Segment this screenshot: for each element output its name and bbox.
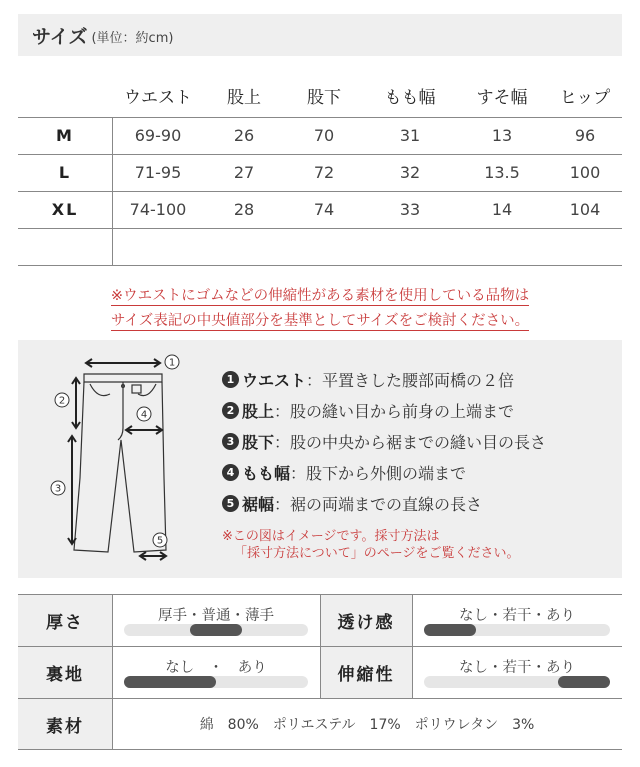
thickness-track — [124, 624, 308, 636]
divider — [18, 749, 622, 750]
marker-3: 3 — [54, 483, 62, 495]
legend-desc: ：股の縫い目から前身の上端まで — [274, 402, 515, 421]
fabric-properties-table — [18, 594, 622, 750]
legend-item — [222, 364, 546, 395]
marker-1: 1 — [168, 357, 176, 369]
diagram-note — [222, 528, 519, 562]
table-cell: 104 — [569, 200, 601, 219]
stretch-scale — [412, 647, 622, 698]
row-label: XL — [51, 200, 79, 219]
row-label: M — [56, 126, 74, 145]
legend-term: もも幅 — [242, 464, 291, 483]
legend-item — [222, 426, 546, 457]
divider — [112, 117, 113, 265]
table-cell: 13 — [491, 126, 513, 145]
thickness-label: 厚さ — [18, 595, 112, 646]
diagram-note-line-2: 「採寸方法について」のページをご覧ください。 — [234, 546, 520, 561]
divider — [112, 594, 113, 750]
marker-5: 5 — [156, 535, 164, 547]
transparency-label: 透け感 — [320, 595, 412, 646]
legend-item — [222, 395, 546, 426]
legend-number: 3 — [222, 433, 239, 450]
table-cell: 96 — [574, 126, 596, 145]
table-cell: 28 — [233, 200, 255, 219]
legend-desc: ：股下から外側の端まで — [290, 464, 467, 483]
material-value: 綿 80% ポリエステル 17% ポリウレタン 3% — [199, 717, 535, 733]
table-row — [18, 154, 622, 191]
legend-desc: ：平置きした腰部両橋の２倍 — [306, 371, 515, 390]
table-cell: 14 — [491, 200, 513, 219]
table-cell: 74 — [313, 200, 335, 219]
legend-number: 1 — [222, 371, 239, 388]
table-cell: 33 — [399, 200, 421, 219]
divider — [18, 191, 622, 192]
divider — [18, 117, 622, 118]
unit-label: (単位：約cm) — [91, 31, 174, 46]
lining-track — [124, 676, 308, 688]
divider — [18, 265, 622, 266]
col-thigh: もも幅 — [384, 88, 436, 108]
divider — [18, 228, 622, 229]
table-cell: 13.5 — [484, 163, 520, 182]
legend-term: 股上 — [242, 402, 275, 421]
thickness-options: 厚手・普通・薄手 — [158, 608, 274, 624]
stretch-options: なし・若干・あり — [459, 660, 575, 676]
divider — [320, 594, 321, 698]
size-table-header — [18, 74, 622, 117]
row-label: L — [58, 163, 72, 182]
divider — [18, 154, 622, 155]
table-row — [18, 117, 622, 154]
stretch-label: 伸縮性 — [320, 647, 412, 698]
material-label: 素材 — [18, 699, 112, 749]
transparency-track — [424, 624, 610, 636]
notice-line-2: サイズ表記の中央値部分を基準としてサイズをご検討ください。 — [110, 313, 530, 329]
col-hip: ヒップ — [559, 88, 611, 108]
notice-line-1: ※ウエストにゴムなどの伸縮性がある素材を使用している品物は — [110, 288, 530, 304]
transparency-scale — [412, 595, 622, 646]
legend-number: 5 — [222, 495, 239, 512]
table-cell: 71-95 — [134, 163, 182, 182]
section-title: サイズ — [32, 25, 88, 48]
thickness-scale — [112, 595, 320, 646]
measurement-legend — [222, 364, 546, 519]
legend-term: 裾幅 — [242, 495, 275, 514]
stretch-knob — [558, 676, 610, 688]
col-rise: 股上 — [227, 88, 261, 108]
lining-label: 裏地 — [18, 647, 112, 698]
table-cell: 74-100 — [129, 200, 187, 219]
measurement-diagram-panel — [18, 340, 622, 578]
lining-options: なし ・ あり — [165, 660, 267, 676]
stretch-track — [424, 676, 610, 688]
legend-number: 4 — [222, 464, 239, 481]
transparency-knob — [424, 624, 476, 636]
legend-term: 股下 — [242, 433, 275, 452]
legend-item — [222, 457, 546, 488]
table-cell: 69-90 — [134, 126, 182, 145]
transparency-options: なし・若干・あり — [459, 608, 575, 624]
legend-number: 2 — [222, 402, 239, 419]
table-cell: 70 — [313, 126, 335, 145]
marker-4: 4 — [140, 409, 148, 421]
lining-knob — [124, 676, 216, 688]
table-cell: 32 — [399, 163, 421, 182]
legend-desc: ：股の中央から裾までの縫い目の長さ — [274, 433, 547, 452]
col-waist: ウエスト — [124, 88, 192, 108]
table-cell: 26 — [233, 126, 255, 145]
lining-scale — [112, 647, 320, 698]
pants-diagram — [28, 348, 208, 570]
col-hem: すそ幅 — [476, 88, 528, 108]
table-cell: 27 — [233, 163, 255, 182]
diagram-note-line-1: ※この図はイメージです。採寸方法は — [222, 529, 440, 544]
table-cell: 72 — [313, 163, 335, 182]
legend-desc: ：裾の両端までの直線の長さ — [274, 495, 483, 514]
legend-item — [222, 488, 546, 519]
marker-2: 2 — [58, 395, 66, 407]
table-row — [18, 191, 622, 228]
table-cell: 31 — [399, 126, 421, 145]
col-inseam: 股下 — [307, 88, 341, 108]
table-cell: 100 — [569, 163, 601, 182]
legend-term: ウエスト — [242, 371, 307, 390]
divider — [412, 594, 413, 698]
section-header — [18, 14, 622, 56]
thickness-knob — [190, 624, 242, 636]
